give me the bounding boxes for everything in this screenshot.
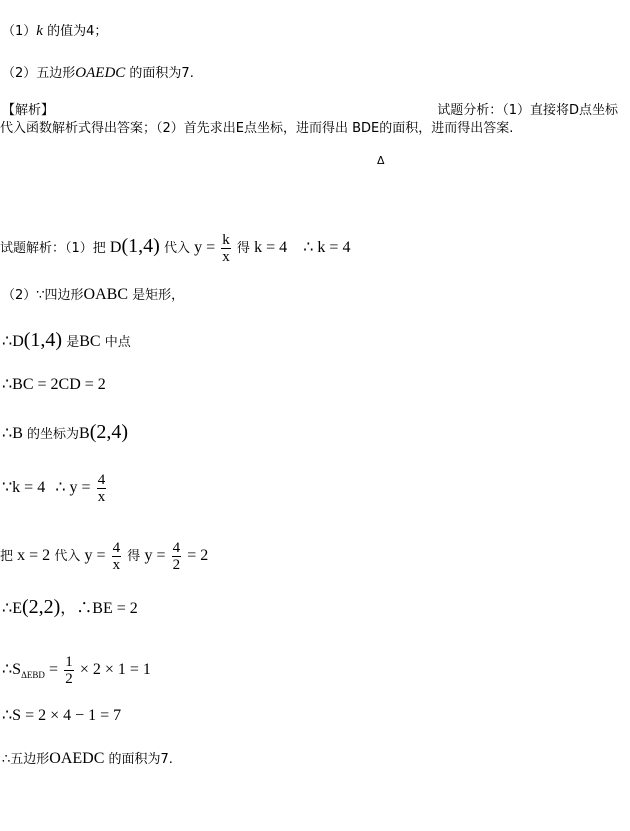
solution-step-6 bbox=[2, 472, 108, 505]
solution-step-10: ∴S = 2 × 4 − 1 = 7 bbox=[2, 707, 122, 724]
answer-1 bbox=[2, 22, 107, 41]
step-3-coord: (1,4) bbox=[23, 329, 63, 351]
step-8-mid: ，∴BE = 2 bbox=[60, 600, 138, 617]
step-6-b: ∴ y = bbox=[55, 479, 91, 496]
step-7-y: y = bbox=[84, 547, 106, 564]
step-1-eq: k = 4 bbox=[254, 239, 288, 256]
answer-1-variable: k bbox=[36, 23, 43, 39]
step-3-pre: ∴ bbox=[2, 333, 13, 350]
analysis-line-1: 试题分析：（1）直接将D点坐标 bbox=[437, 103, 618, 118]
step-11-tail: 的面积为7. bbox=[108, 752, 173, 767]
step-5-coord: (2,4) bbox=[89, 421, 129, 443]
step-1-substitute: 代入 bbox=[163, 241, 190, 256]
step-2-text: （2）∵四边形 bbox=[2, 288, 84, 303]
solution-step-11 bbox=[2, 750, 173, 769]
step-1-coord: (1,4) bbox=[121, 235, 160, 257]
analysis-line-2: 代入函数解析式得出答案；（2）首先求出E点坐标，进而得出 BDE的面积，进而得出答案. bbox=[0, 121, 514, 136]
triangle-glyph: Δ bbox=[377, 154, 385, 167]
answer-2 bbox=[2, 64, 194, 83]
step-8-e: E bbox=[12, 600, 22, 617]
step-7-denominator-2: 2 bbox=[172, 557, 181, 573]
step-3-point: D bbox=[12, 333, 24, 350]
step-2-rect: OABC bbox=[83, 286, 128, 303]
answer-1-prefix: （1） bbox=[2, 24, 37, 39]
step-7-numerator-2: 4 bbox=[172, 540, 181, 556]
solution-step-9 bbox=[2, 654, 151, 687]
step-3-mid: 中点 bbox=[104, 335, 131, 350]
step-7-denominator-1: x bbox=[112, 557, 121, 573]
step-3-bc: BC bbox=[79, 333, 101, 350]
step-7-fraction-2 bbox=[172, 540, 182, 573]
step-1-label: 试题解析：（1）把 bbox=[0, 241, 106, 256]
step-1-fraction bbox=[221, 232, 231, 265]
step-5-txt: 的坐标为 bbox=[27, 427, 80, 442]
answer-2-shape: OAEDC bbox=[75, 65, 126, 81]
step-9-denominator: 2 bbox=[65, 671, 73, 687]
step-6-a: ∵k = 4 bbox=[2, 479, 46, 496]
step-7-ba: 把 bbox=[0, 549, 14, 564]
step-5-pre: ∴ bbox=[2, 425, 13, 442]
answer-2-prefix: （2）五边形 bbox=[2, 66, 76, 81]
solution-step-2 bbox=[2, 286, 184, 305]
step-8-coord: (2,2) bbox=[21, 596, 61, 618]
step-9-eq: = bbox=[49, 661, 59, 678]
step-11-shape: OAEDC bbox=[49, 750, 105, 767]
solution-step-8 bbox=[2, 598, 138, 619]
step-7-y2: y = bbox=[144, 547, 166, 564]
step-9-numerator: 1 bbox=[65, 654, 73, 670]
solution-step-4: ∴BC = 2CD = 2 bbox=[2, 376, 106, 393]
step-1-y: y = bbox=[194, 239, 216, 256]
step-5-point: B bbox=[79, 425, 90, 442]
step-6-fraction bbox=[97, 472, 107, 505]
step-2-tail: 是矩形， bbox=[132, 288, 185, 303]
step-1-numerator: k bbox=[222, 232, 230, 248]
step-9-tail: × 2 × 1 = 1 bbox=[79, 661, 151, 678]
step-1-denominator: x bbox=[222, 249, 230, 265]
step-7-eq: = 2 bbox=[187, 547, 209, 564]
step-3-is: 是 bbox=[66, 335, 80, 350]
step-9-pre: ∴S bbox=[2, 661, 22, 678]
step-9-subscript: ΔEBD bbox=[21, 670, 45, 680]
answer-1-text: 的值为4； bbox=[47, 24, 108, 39]
step-11-pre: ∴五边形 bbox=[2, 752, 50, 767]
solution-step-1 bbox=[0, 232, 350, 265]
step-8-pre: ∴ bbox=[2, 600, 13, 617]
solution-step-7 bbox=[0, 540, 208, 573]
step-5-b: B bbox=[12, 425, 23, 442]
step-9-fraction bbox=[64, 654, 74, 687]
answer-2-text: 的面积为7. bbox=[129, 66, 194, 81]
solution-step-3 bbox=[2, 331, 131, 352]
step-6-numerator: 4 bbox=[97, 472, 106, 488]
step-7-x: x = 2 bbox=[17, 547, 51, 564]
step-1-point: D bbox=[109, 239, 122, 256]
step-1-get: 得 bbox=[236, 241, 250, 256]
step-7-fraction-1 bbox=[112, 540, 122, 573]
solution-step-5 bbox=[2, 423, 128, 444]
step-6-denominator: x bbox=[97, 489, 106, 505]
step-1-therefore: ∴ k = 4 bbox=[303, 239, 351, 256]
step-7-numerator-1: 4 bbox=[112, 540, 121, 556]
step-7-substitute: 代入 bbox=[54, 549, 81, 564]
analysis-header: 【解析】 bbox=[2, 103, 55, 118]
step-7-get: 得 bbox=[127, 549, 141, 564]
